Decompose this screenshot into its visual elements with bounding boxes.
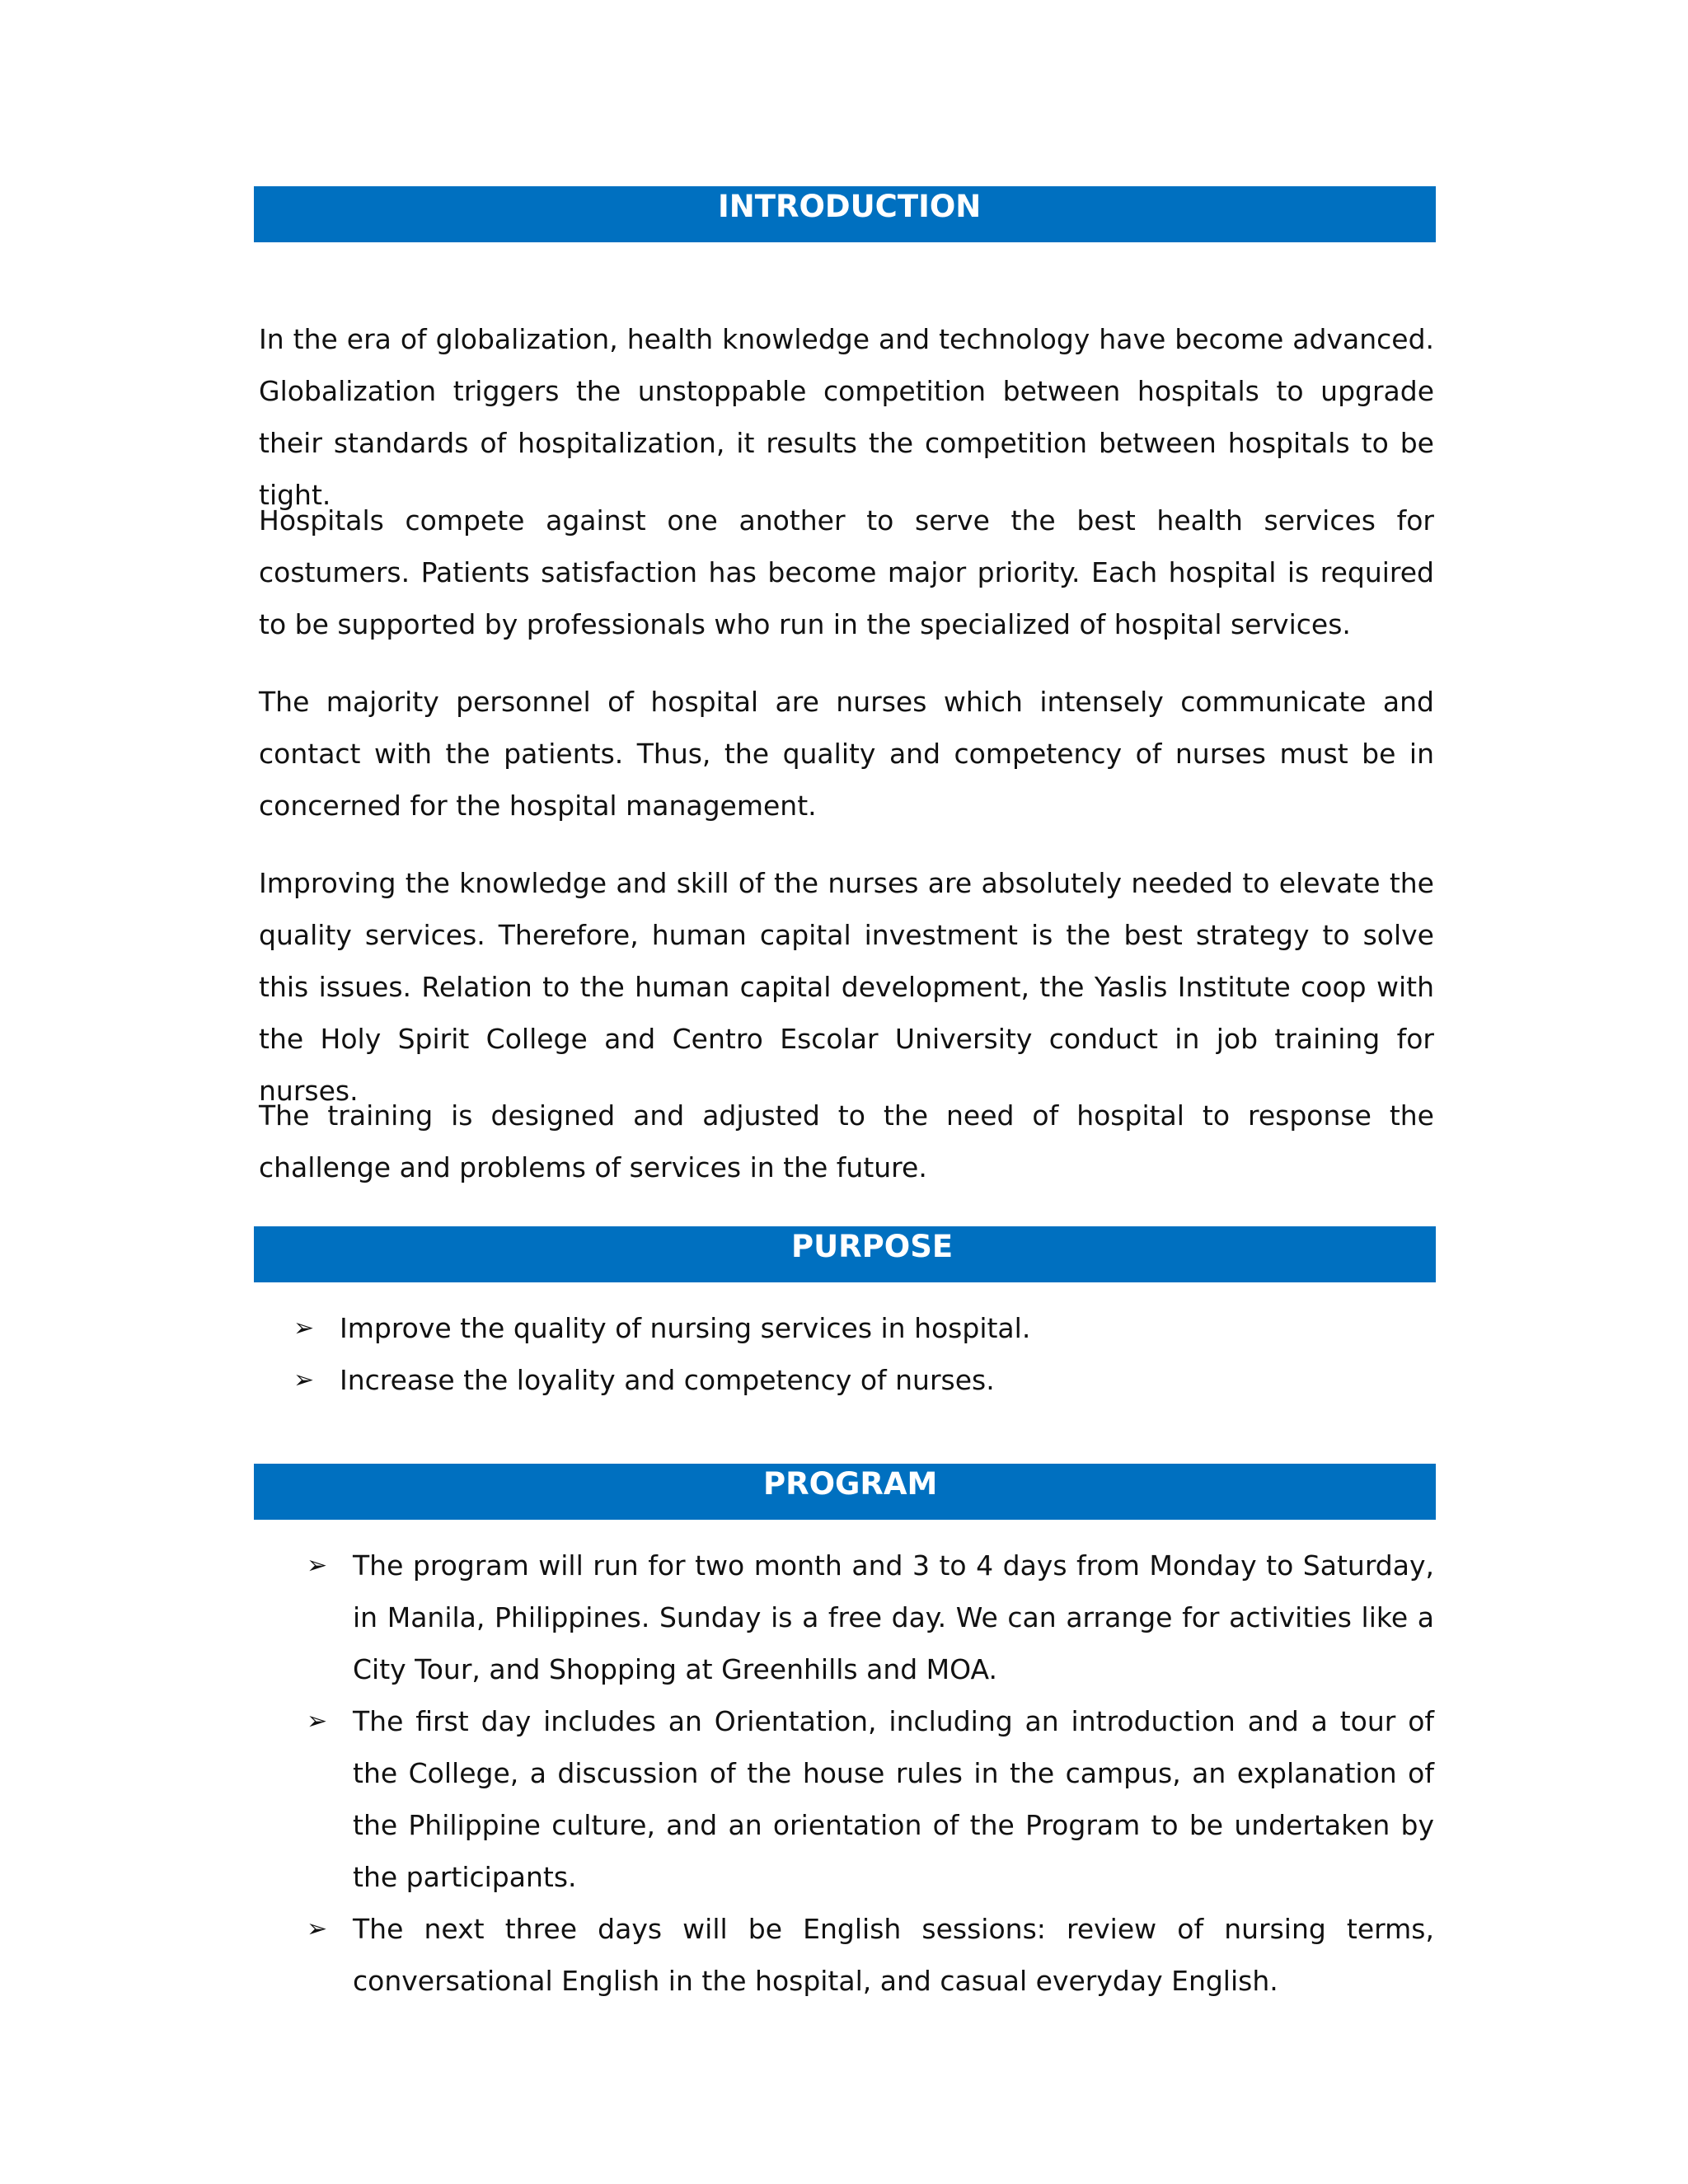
intro-paragraph-2: Hospitals compete against one another to serve the best health services for costumers. Patients satisfaction has become major priority. Each hospital is required to be supported by professionals who run in the specialized of hospital services. [259, 504, 1434, 640]
program-heading: PROGRAM [763, 1466, 938, 1502]
arrow-bullet-icon: ➢ [307, 1551, 328, 1580]
list-item [293, 1302, 1434, 1354]
list-item [293, 1354, 1434, 1406]
purpose-item-2: Increase the loyality and competency of nurses. [340, 1364, 995, 1396]
program-item-2: The first day includes an Orientation, including an introduction and a tour of the College, a discussion of the house rules in the campus, an explanation of the Philippine culture, and an orientation of the Program to be undertaken by the participants. [353, 1705, 1434, 1893]
intro-paragraph-3: The majority personnel of hospital are nurses which intensely communicate and contact with the patients. Thus, the quality and competency of nurses must be in concerned for the hospital management. [259, 686, 1434, 822]
intro-paragraph-5: The training is designed and adjusted to the need of hospital to response the challenge and problems of services in the future. [259, 1099, 1434, 1183]
list-item [307, 1540, 1434, 1695]
intro-paragraph-1: In the era of globalization, health knowledge and technology have become advanced. Globalization triggers the unstoppable competition between hospitals to upgrade their standards of hospitalization, it results the competition between hospitals to be tight. [259, 323, 1434, 511]
purpose-list [293, 1302, 1434, 1406]
purpose-heading: PURPOSE [791, 1229, 954, 1264]
purpose-heading-bar [254, 1226, 1436, 1282]
program-heading-bar [254, 1464, 1436, 1520]
program-item-3: The next three days will be English sessions: review of nursing terms, conversational English in the hospital, and casual everyday English. [353, 1913, 1434, 1997]
arrow-bullet-icon: ➢ [293, 1314, 315, 1343]
list-item [307, 1903, 1434, 2007]
arrow-bullet-icon: ➢ [307, 1915, 328, 1943]
introduction-heading-bar [254, 186, 1436, 242]
introduction-heading: INTRODUCTION [718, 189, 982, 224]
program-item-1: The program will run for two month and 3 to 4 days from Monday to Saturday, in Manila, Philippines. Sunday is a free day. We can arrange for activities like a City Tour, and Shopping at Greenhills and MOA. [353, 1549, 1434, 1685]
list-item [307, 1695, 1434, 1903]
purpose-item-1: Improve the quality of nursing services in hospital. [340, 1312, 1031, 1344]
arrow-bullet-icon: ➢ [293, 1366, 315, 1394]
program-list [307, 1540, 1434, 2007]
arrow-bullet-icon: ➢ [307, 1707, 328, 1736]
intro-paragraph-4: Improving the knowledge and skill of the nurses are absolutely needed to elevate the quality services. Therefore, human capital investment is the best strategy to solve this issues. Relation to the human capital development, the Yaslis Institute coop with the Holy Spirit College and Centro Escolar University conduct in job training for nurses. [259, 867, 1434, 1107]
